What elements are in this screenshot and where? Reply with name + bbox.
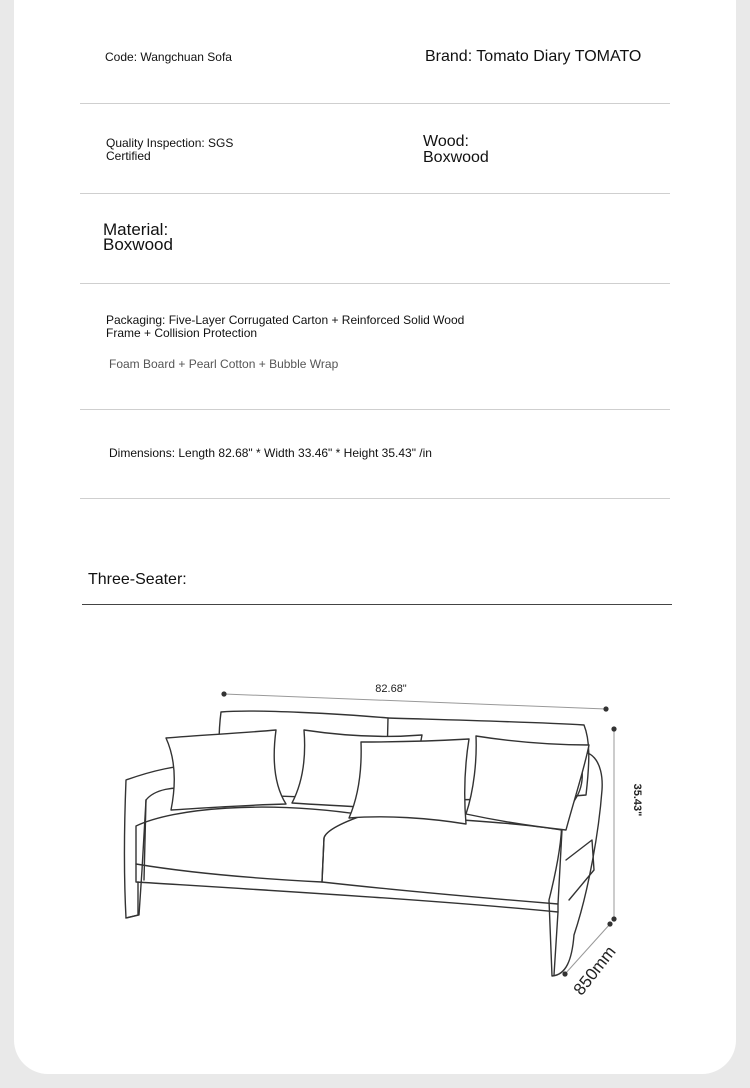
depth-dimension bbox=[562, 921, 619, 998]
spec-card bbox=[14, 0, 736, 1074]
section-title: Three-Seater: bbox=[88, 571, 187, 588]
wood-line2: Boxwood bbox=[423, 149, 489, 166]
code-text: Code: Wangchuan Sofa bbox=[105, 50, 232, 64]
material-line2: Boxwood bbox=[103, 235, 173, 254]
seat-cushion-left bbox=[136, 807, 364, 882]
quality-line2: Certified bbox=[106, 149, 151, 163]
seat-cushion-right bbox=[322, 815, 562, 904]
length-label: 82.68" bbox=[375, 683, 407, 695]
dimensions-text: Dimensions: Length 82.68" * Width 33.46" * Height 35.43" /in bbox=[109, 446, 432, 460]
pillow-4 bbox=[466, 736, 589, 830]
depth-label: 850mm bbox=[569, 942, 620, 999]
pillow-1 bbox=[166, 730, 286, 810]
pillow-3 bbox=[349, 739, 469, 824]
quality-line1: Quality Inspection: SGS bbox=[106, 136, 234, 150]
packaging-note: Foam Board + Pearl Cotton + Bubble Wrap bbox=[109, 357, 339, 371]
height-dimension bbox=[611, 726, 643, 921]
length-dimension bbox=[221, 683, 608, 712]
packaging-line2: Frame + Collision Protection bbox=[106, 326, 258, 340]
material-line1: Material: bbox=[103, 220, 169, 239]
height-label: 35.43" bbox=[631, 783, 643, 817]
sofa-diagram bbox=[14, 0, 736, 1074]
sofa-base bbox=[136, 864, 558, 912]
wood-line1: Wood: bbox=[423, 133, 469, 150]
brand-text: Brand: Tomato Diary TOMATO bbox=[425, 48, 642, 65]
packaging-line1: Packaging: Five-Layer Corrugated Carton + Reinforced Solid Wood bbox=[106, 313, 465, 327]
